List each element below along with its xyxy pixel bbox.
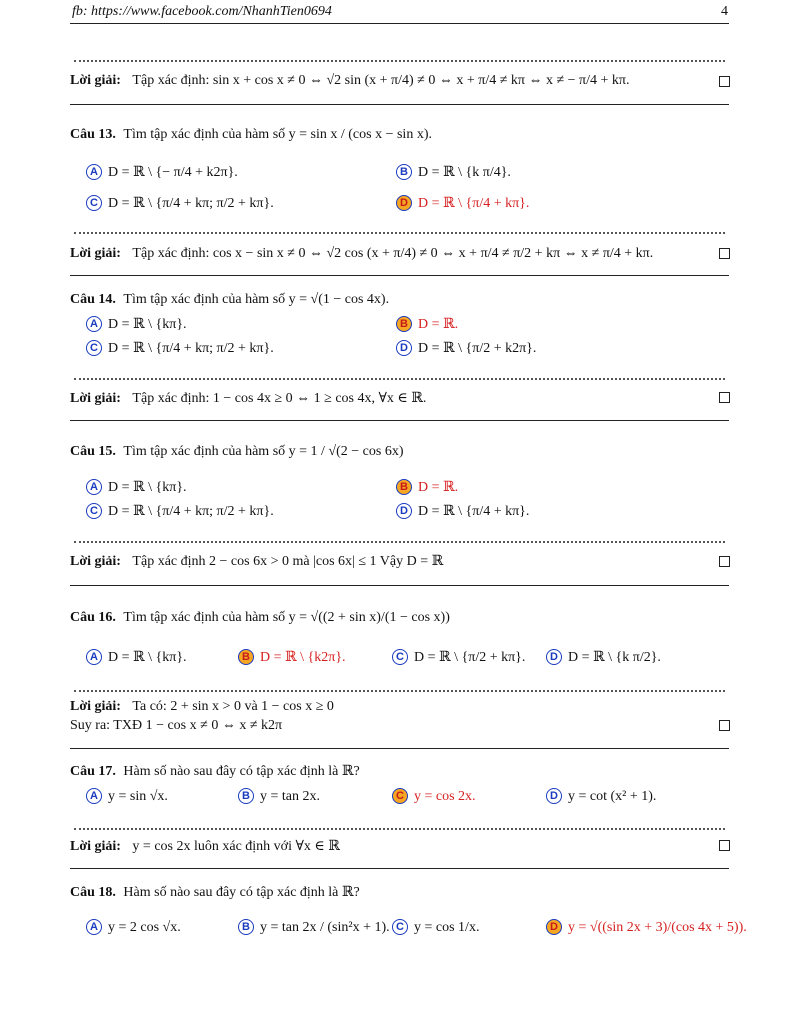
section-rule bbox=[70, 420, 729, 421]
solution-label: Lời giải: bbox=[70, 246, 121, 261]
option-text: D = ℝ \ {k2π}. bbox=[260, 650, 346, 665]
option-text: y = tan 2x. bbox=[260, 789, 320, 804]
option-badge: A bbox=[86, 649, 102, 665]
option-text: D = ℝ \ {π/2 + kπ}. bbox=[414, 650, 526, 665]
option-text: y = cot (x² + 1). bbox=[568, 789, 657, 804]
solution-label: Lời giải: bbox=[70, 554, 121, 569]
option-c[interactable] bbox=[392, 919, 479, 936]
header-source: fb: https://www.facebook.com/NhanhTien0694 bbox=[72, 4, 332, 19]
dotted-separator bbox=[74, 378, 725, 380]
solution-13 bbox=[70, 246, 653, 262]
option-badge: D bbox=[396, 503, 412, 519]
solution-text: Tập xác định: 1 − cos 4x ≥ 0 ⇔ 1 ≥ cos 4x, ∀x ∈ ℝ. bbox=[132, 391, 427, 406]
option-badge: C bbox=[86, 340, 102, 356]
option-text: D = ℝ \ {kπ}. bbox=[108, 650, 187, 665]
option-text: y = sin √x. bbox=[108, 789, 168, 804]
option-b[interactable] bbox=[396, 164, 511, 181]
option-d[interactable] bbox=[546, 649, 661, 666]
section-rule bbox=[70, 275, 729, 276]
page-number: 4 bbox=[721, 4, 728, 19]
option-text: y = 2 cos √x. bbox=[108, 920, 181, 935]
option-text: y = √((sin 2x + 3)/(cos 4x + 5)). bbox=[568, 920, 747, 935]
question-text: Tìm tập xác định của hàm số y = sin x / (cos x − sin x). bbox=[123, 127, 432, 142]
qed-box bbox=[719, 840, 730, 851]
option-a[interactable] bbox=[86, 479, 187, 496]
question-13 bbox=[70, 127, 432, 143]
option-d[interactable] bbox=[546, 788, 656, 805]
solution-prev bbox=[70, 73, 629, 89]
option-badge: C bbox=[86, 195, 102, 211]
qed-box bbox=[719, 392, 730, 403]
option-text: D = ℝ \ {kπ}. bbox=[108, 480, 187, 495]
option-text: D = ℝ \ {π/4 + kπ; π/2 + kπ}. bbox=[108, 196, 274, 211]
dotted-separator bbox=[74, 60, 725, 62]
option-a[interactable] bbox=[86, 164, 238, 181]
option-badge: C bbox=[392, 919, 408, 935]
section-rule bbox=[70, 585, 729, 586]
section-rule bbox=[70, 104, 729, 105]
solution-label: Lời giải: bbox=[70, 73, 121, 88]
solution-text: Tập xác định: cos x − sin x ≠ 0 ⇔ √2 cos (x + π/4) ≠ 0 ⇔ x + π/4 ≠ π/2 + kπ ⇔ x ≠ π/4 + kπ. bbox=[132, 246, 654, 261]
qed-box bbox=[719, 556, 730, 567]
question-17 bbox=[70, 763, 360, 780]
option-badge: A bbox=[86, 316, 102, 332]
solution-label: Lời giải: bbox=[70, 699, 121, 714]
option-badge: D bbox=[546, 649, 562, 665]
question-16 bbox=[70, 610, 450, 626]
option-badge: B bbox=[396, 479, 412, 495]
option-badge: B bbox=[238, 788, 254, 804]
question-18 bbox=[70, 884, 360, 901]
question-text: Hàm số nào sau đây có tập xác định là ℝ? bbox=[123, 885, 360, 900]
option-badge: C bbox=[86, 503, 102, 519]
option-d[interactable] bbox=[396, 503, 529, 520]
option-d-correct[interactable] bbox=[546, 919, 747, 936]
option-text: D = ℝ \ {π/4 + kπ}. bbox=[418, 504, 530, 519]
option-text: D = ℝ \ {π/2 + k2π}. bbox=[418, 341, 537, 356]
solution-15 bbox=[70, 553, 443, 570]
question-label: Câu 14. bbox=[70, 292, 116, 307]
option-text: y = cos 2x. bbox=[414, 789, 476, 804]
option-badge: A bbox=[86, 479, 102, 495]
header-rule bbox=[70, 23, 729, 24]
option-badge: A bbox=[86, 164, 102, 180]
option-text: D = ℝ \ {− π/4 + k2π}. bbox=[108, 165, 238, 180]
question-text: Tìm tập xác định của hàm số y = √((2 + sin x)/(1 − cos x)) bbox=[123, 610, 450, 625]
solution-16 bbox=[70, 699, 334, 715]
dotted-separator bbox=[74, 828, 725, 830]
option-c[interactable] bbox=[86, 340, 274, 357]
option-b-correct[interactable] bbox=[396, 479, 458, 496]
question-label: Câu 15. bbox=[70, 444, 116, 459]
option-d-correct[interactable] bbox=[396, 195, 529, 212]
option-b[interactable] bbox=[238, 788, 320, 805]
solution-label: Lời giải: bbox=[70, 839, 121, 854]
option-text: D = ℝ. bbox=[418, 480, 459, 495]
option-badge: D bbox=[396, 340, 412, 356]
option-badge: D bbox=[546, 919, 562, 935]
option-text: D = ℝ \ {kπ}. bbox=[108, 317, 187, 332]
option-text: D = ℝ \ {k π/4}. bbox=[418, 165, 511, 180]
solution-17 bbox=[70, 838, 340, 855]
option-text: D = ℝ \ {π/4 + kπ; π/2 + kπ}. bbox=[108, 341, 274, 356]
question-text: Tìm tập xác định của hàm số y = √(1 − cos 4x). bbox=[123, 292, 390, 307]
option-b-correct[interactable] bbox=[396, 316, 458, 333]
dotted-separator bbox=[74, 541, 725, 543]
option-text: D = ℝ \ {π/4 + kπ}. bbox=[418, 196, 530, 211]
qed-box bbox=[719, 76, 730, 87]
solution-text: Ta có: 2 + sin x > 0 và 1 − cos x ≥ 0 bbox=[132, 699, 334, 714]
option-c[interactable] bbox=[86, 195, 274, 212]
solution-text: y = cos 2x luôn xác định với ∀x ∈ ℝ bbox=[132, 839, 340, 854]
dotted-separator bbox=[74, 232, 725, 234]
option-badge: A bbox=[86, 919, 102, 935]
option-b[interactable] bbox=[238, 919, 390, 936]
option-badge: C bbox=[392, 788, 408, 804]
option-a[interactable] bbox=[86, 316, 187, 333]
solution-label: Lời giải: bbox=[70, 391, 121, 406]
option-text: D = ℝ \ {π/4 + kπ; π/2 + kπ}. bbox=[108, 504, 274, 519]
section-rule bbox=[70, 868, 729, 869]
question-label: Câu 18. bbox=[70, 885, 116, 900]
option-c-correct[interactable] bbox=[392, 788, 476, 805]
option-badge: B bbox=[396, 164, 412, 180]
option-badge: D bbox=[546, 788, 562, 804]
question-14 bbox=[70, 292, 389, 308]
option-c[interactable] bbox=[86, 503, 274, 520]
dotted-separator bbox=[74, 690, 725, 692]
option-text: y = cos 1/x. bbox=[414, 920, 480, 935]
question-text: Tìm tập xác định của hàm số y = 1 / √(2 − cos 6x) bbox=[123, 444, 404, 459]
question-text: Hàm số nào sau đây có tập xác định là ℝ? bbox=[123, 764, 360, 779]
question-label: Câu 16. bbox=[70, 610, 116, 625]
solution-text: Tập xác định 2 − cos 6x > 0 mà |cos 6x| ≤ 1 Vậy D = ℝ bbox=[132, 554, 444, 569]
option-text: y = tan 2x / (sin²x + 1). bbox=[260, 920, 390, 935]
question-15 bbox=[70, 444, 404, 460]
option-a[interactable] bbox=[86, 919, 181, 936]
option-b-correct[interactable] bbox=[238, 649, 346, 666]
option-a[interactable] bbox=[86, 649, 187, 666]
question-label: Câu 13. bbox=[70, 127, 116, 142]
option-a[interactable] bbox=[86, 788, 168, 805]
qed-box bbox=[719, 720, 730, 731]
solution-16-line2: Suy ra: TXĐ 1 − cos x ≠ 0 ⇔ x ≠ k2π bbox=[70, 718, 283, 733]
option-badge: C bbox=[392, 649, 408, 665]
option-text: D = ℝ \ {k π/2}. bbox=[568, 650, 661, 665]
question-label: Câu 17. bbox=[70, 764, 116, 779]
option-badge: B bbox=[396, 316, 412, 332]
solution-text: Tập xác định: sin x + cos x ≠ 0 ⇔ √2 sin (x + π/4) ≠ 0 ⇔ x + π/4 ≠ kπ ⇔ x ≠ − π/4 + kπ. bbox=[132, 73, 630, 88]
option-badge: A bbox=[86, 788, 102, 804]
option-badge: D bbox=[396, 195, 412, 211]
option-badge: B bbox=[238, 919, 254, 935]
option-badge: B bbox=[238, 649, 254, 665]
solution-14 bbox=[70, 390, 426, 407]
option-c[interactable] bbox=[392, 649, 525, 666]
option-text: D = ℝ. bbox=[418, 317, 459, 332]
section-rule bbox=[70, 748, 729, 749]
qed-box bbox=[719, 248, 730, 259]
option-d[interactable] bbox=[396, 340, 536, 357]
